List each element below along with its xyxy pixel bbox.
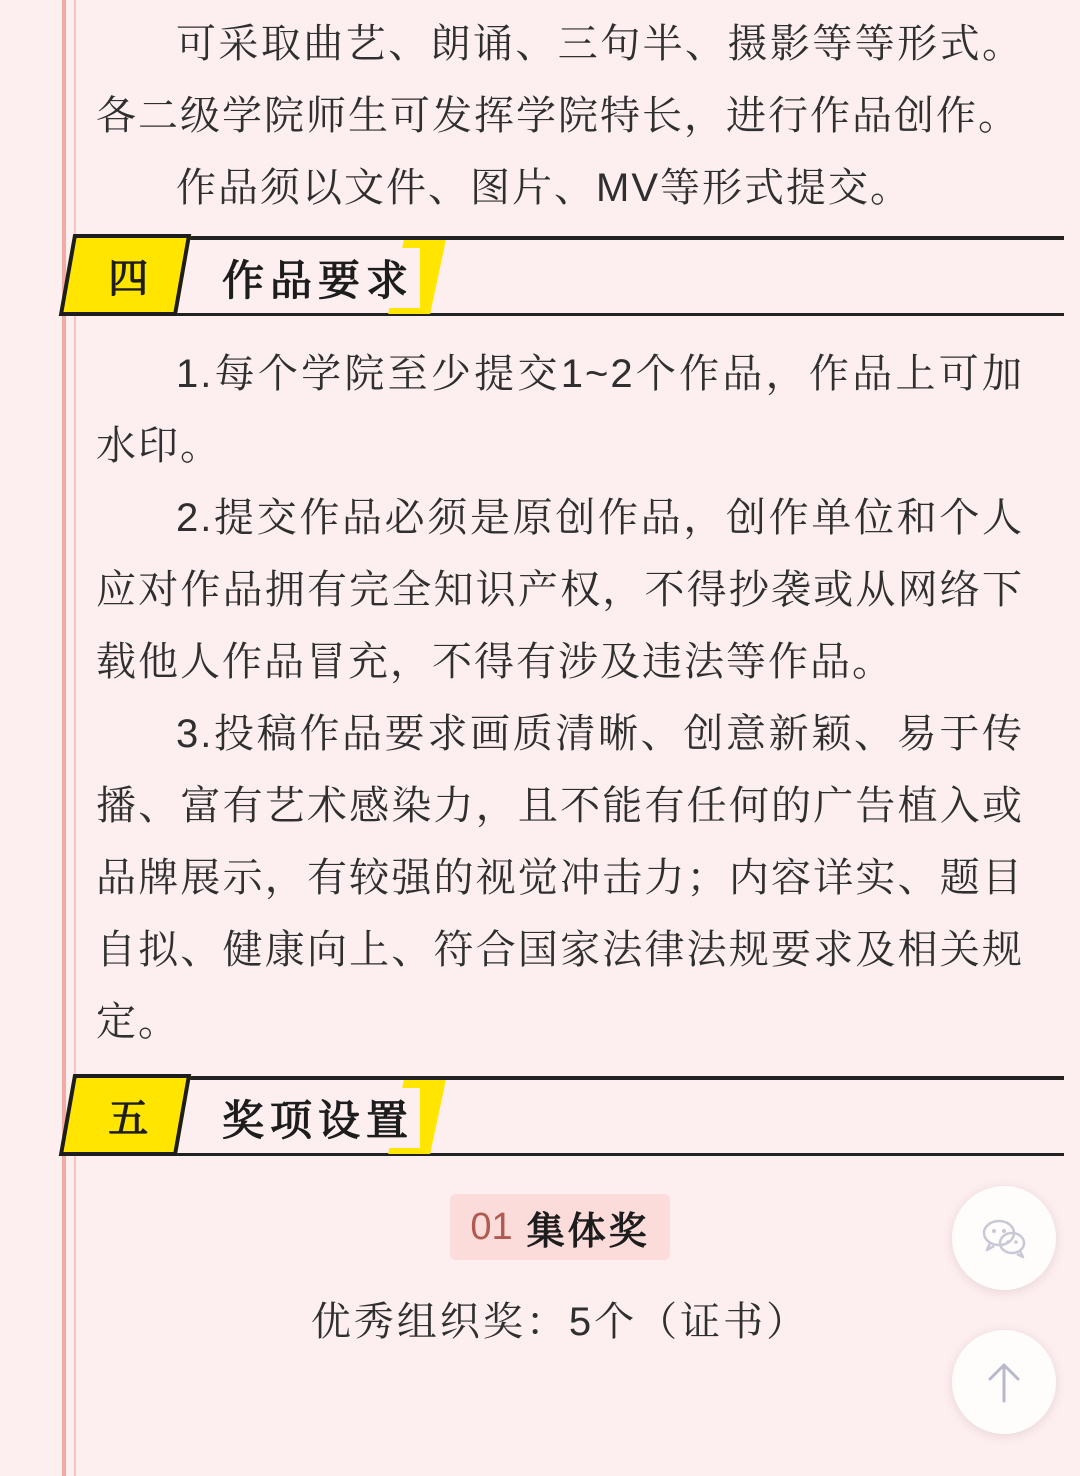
section-number-label: 五 [108,1097,149,1141]
section-number-box [59,234,191,316]
section-number-box [59,1074,191,1156]
scroll-to-top-button[interactable] [952,1330,1056,1434]
section-rule-bottom [96,1153,1064,1156]
award-badge-number: 01 [470,1205,513,1248]
paragraph-submission-format: 作品须以文件、图片、MV等形式提交。 [176,166,912,210]
left-border-rule-outer [62,0,66,1476]
document-content [96,0,1024,1476]
paragraph-form-types: 可采取曲艺、朗诵、三句半、摄影等等形式。各二级学院师生可发挥学院特长，进行作品创作。 [96,22,1024,138]
section-rule-top [96,236,1064,240]
section-rule-top [96,1076,1064,1080]
requirement-item-2: 2.提交作品必须是原创作品，创作单位和个人应对作品拥有完全知识产权，不得抄袭或从网络下载他人作品冒充，不得有涉及违法等作品。 [96,496,1024,684]
award-category-badge [450,1194,670,1260]
section-number-label: 四 [108,257,149,301]
section-title: 作品要求 [216,248,420,308]
section-title: 奖项设置 [216,1088,420,1148]
section-rule-bottom [96,313,1064,316]
left-border-rule-inner [74,0,76,1476]
award-line-organization: 优秀组织奖：5个（证书） [310,1300,810,1344]
award-badge-label: 集体奖 [526,1210,650,1253]
section-header-awards [96,1074,1024,1160]
wechat-share-button[interactable] [952,1186,1056,1290]
requirement-item-3: 3.投稿作品要求画质清晰、创意新颖、易于传播、富有艺术感染力，且不能有任何的广告植入或品牌展示，有较强的视觉冲击力；内容详实、题目自拟、健康向上、符合国家法律法规要求及相关规定。 [96,712,1024,1044]
wechat-icon [976,1210,1032,1266]
requirement-item-1: 1.每个学院至少提交1~2个作品，作品上可加水印。 [96,352,1024,468]
arrow-up-icon [977,1355,1031,1409]
section-header-work-requirements [96,234,1024,320]
